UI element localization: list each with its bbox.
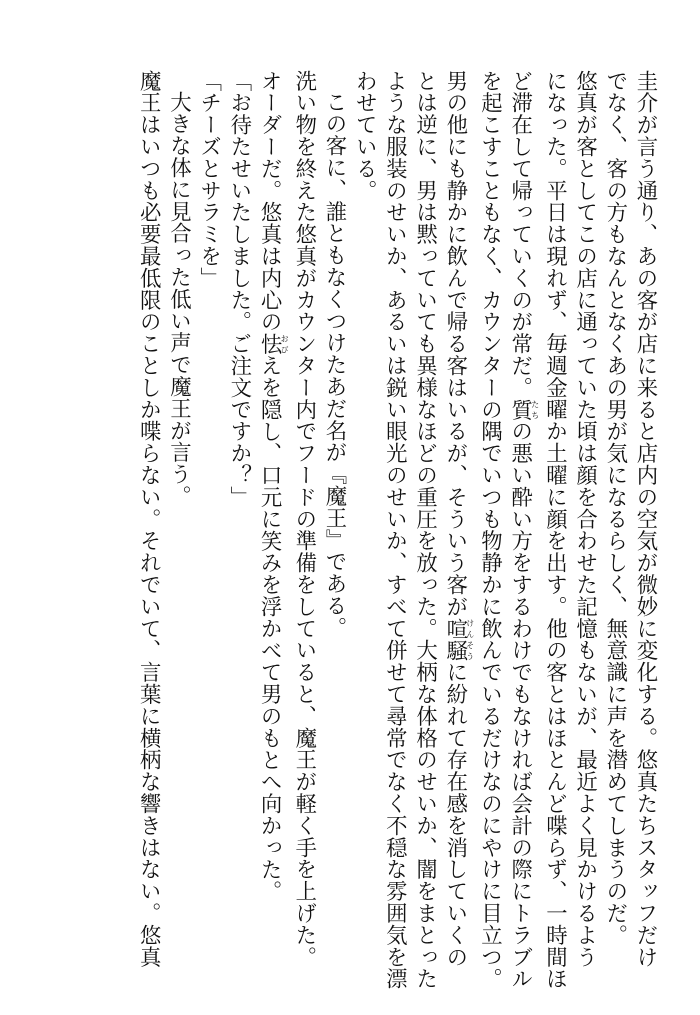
text-line-4: になった。平日は現れず、毎週金曜か土曜に顔を出す。他の客とはほとんど喋らず、一時間ほ <box>542 70 568 990</box>
ruby-tachi: 質たち <box>507 398 540 421</box>
text-line-13: オーダーだ。悠真は内心の怯おびえを隠し、口元に笑みを浮かべて男のもとへ向かった。 <box>257 70 290 903</box>
text-line-16: 大きな体に見合った低い声で魔王が言う。 <box>166 91 192 508</box>
text-line-17: 魔王はいつも必要最低限のことしか喋らない。それでいて、言葉に横柄な響きはない。悠真 <box>136 70 162 968</box>
text-line-9: ような服装のせいか、あるいは鋭い眼光のせいか、すべて併せて尋常でなく不穏な雰囲気を漂 <box>382 70 408 990</box>
text-line-15: 「チーズとサラミを」 <box>196 70 222 289</box>
vertical-text-body <box>133 70 660 990</box>
text-line-12: 洗い物を終えた悠真がカウンター内でフードの準備をしていると、魔王が軽く手を上げた。 <box>291 70 317 968</box>
text-line-2: でなく、客の方もなんとなくあの男が気になるらしく、無意識に声を潜めてしまうのだ。 <box>602 70 628 946</box>
ruby-obi: 怯おび <box>257 332 290 355</box>
text-line-14: 「お待たせいたしました。ご注文ですか？」 <box>226 70 252 508</box>
text-line-6: を起こすこともなく、カウンターの隅でいつも物静かに飲んでいるだけなのにやけに目立つ。 <box>477 70 503 990</box>
text-line-10: わせている。 <box>352 70 378 202</box>
ruby-kensou: 喧騒けんそう <box>442 617 475 662</box>
text-line-3: 悠真が客としてこの店に通っていた頃は顔を合わせた記憶もないが、最近よく見かけるよう <box>572 70 598 968</box>
text-line-11: この客に、誰ともなくつけたあだ名が『魔王』である。 <box>321 91 347 639</box>
text-line-5: ど滞在して帰っていくのが常だ。質たちの悪い酔い方をするわけでもなければ会計の際にトラブル <box>507 70 540 990</box>
text-line-8: とは逆に、男は黙っていても異様なほどの重圧を放った。大柄な体格のせいか、闇をまとった <box>412 70 438 990</box>
text-line-1: 圭介が言う通り、あの客が店に来ると店内の空気が微妙に変化する。悠真たちスタッフだけ <box>633 70 658 968</box>
text-line-7: 男の他にも静かに飲んで帰る客はいるが、そういう客が喧騒けんそうに紛れて存在感を消していくの <box>442 70 475 968</box>
